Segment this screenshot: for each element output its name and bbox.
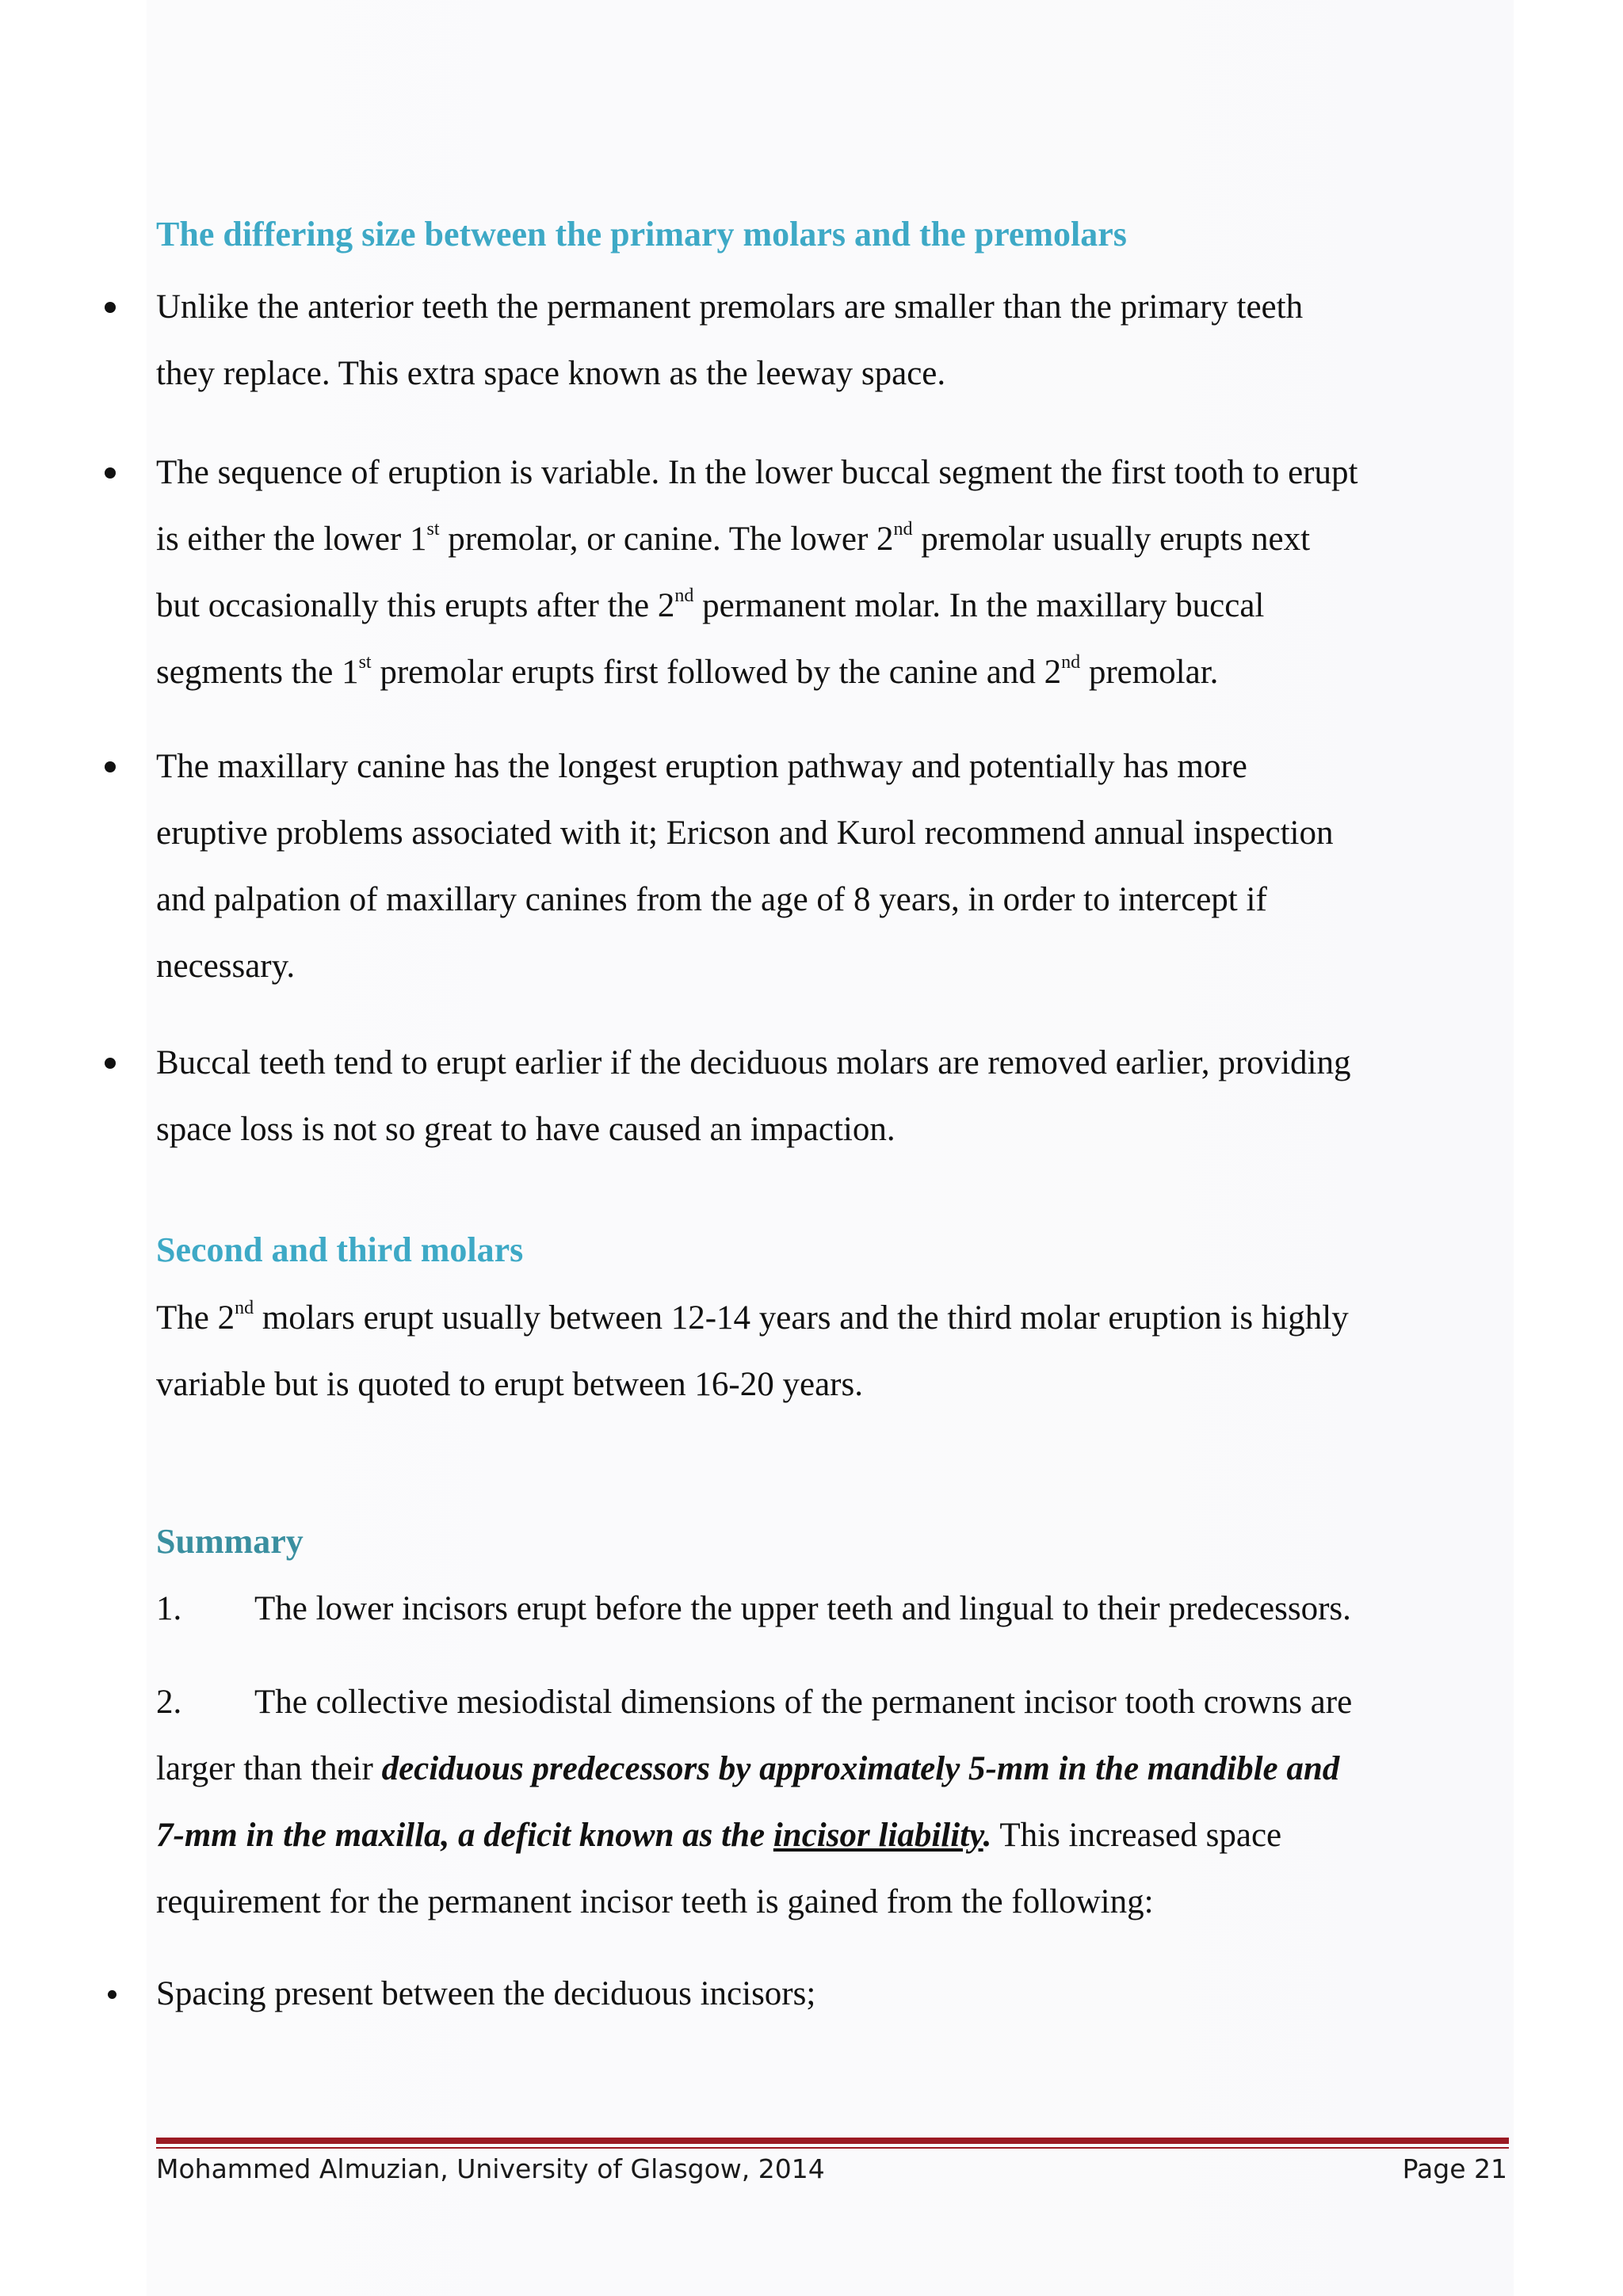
text-line: and palpation of maxillary canines from the age of 8 years, in order to intercept if — [156, 881, 1267, 918]
text-line: larger than their deciduous predecessors by approximately 5-mm in the mandible and — [156, 1750, 1340, 1787]
text-line: 7-mm in the maxilla, a deficit known as the incisor liability. This increased space — [156, 1817, 1282, 1854]
summary-item-2 — [156, 1669, 1519, 1936]
bullet-paragraph-eruption-sequence — [156, 440, 1519, 706]
bullet-paragraph-leeway-space — [156, 274, 1519, 407]
text-line: requirement for the permanent incisor teeth is gained from the following: — [156, 1883, 1154, 1920]
text-line: space loss is not so great to have caused an impaction. — [156, 1111, 896, 1148]
emphasis-text: deciduous predecessors by approximately 5-mm in the mandible and — [381, 1750, 1340, 1787]
text-line: variable but is quoted to erupt between 16-20 years. — [156, 1366, 863, 1403]
text-line: segments the 1st premolar erupts first followed by the canine and 2nd premolar. — [156, 651, 1219, 691]
bullet-paragraph-maxillary-canine — [156, 734, 1519, 1000]
text-line: but occasionally this erupts after the 2nd permanent molar. In the maxillary buccal — [156, 585, 1265, 624]
text-line: 2. The collective mesiodistal dimensions of the permanent incisor tooth crowns are — [156, 1669, 1519, 1736]
text-line: is either the lower 1st premolar, or canine. The lower 2nd premolar usually erupts next — [156, 518, 1311, 558]
bullet-marker — [105, 1058, 116, 1069]
text-line: they replace. This extra space known as the leeway space. — [156, 355, 946, 392]
text-line: 1. The lower incisors erupt before the upper teeth and lingual to their predecessors. — [156, 1576, 1519, 1642]
section-heading-premolars: The differing size between the primary molars and the premolars — [156, 215, 1127, 254]
summary-item-1 — [156, 1576, 1519, 1642]
bullet-marker — [105, 467, 116, 479]
text-line: eruptive problems associated with it; Ericson and Kurol recommend annual inspection — [156, 814, 1334, 852]
text-line: Spacing present between the deciduous incisors; — [156, 1975, 816, 2012]
text-line: The maxillary canine has the longest eruption pathway and potentially has more — [156, 748, 1247, 785]
footer-divider-thin — [156, 2147, 1509, 2149]
incisor-liability-term: incisor liability — [773, 1817, 983, 1854]
paragraph-second-third-molars — [156, 1285, 1519, 1418]
footer-author: Mohammed Almuzian, University of Glasgow, 2014 — [156, 2153, 825, 2184]
bullet-marker — [105, 761, 116, 772]
list-number: 1. — [156, 1590, 182, 1627]
section-heading-summary: Summary — [156, 1522, 304, 1561]
bullet-marker — [108, 1990, 116, 1999]
text-line: Unlike the anterior teeth the permanent premolars are smaller than the primary teeth — [156, 288, 1304, 326]
section-heading-second-third-molars: Second and third molars — [156, 1230, 524, 1269]
bullet-paragraph-buccal-teeth — [156, 1030, 1519, 1163]
text-line: Buccal teeth tend to erupt earlier if the deciduous molars are removed earlier, providing — [156, 1044, 1351, 1081]
list-number: 2. — [156, 1684, 182, 1721]
text-line: The 2nd molars erupt usually between 12-14 years and the third molar eruption is highly — [156, 1297, 1349, 1337]
sub-bullet-spacing — [156, 1961, 1519, 2027]
text-line: The sequence of eruption is variable. In the lower buccal segment the first tooth to erupt — [156, 454, 1358, 491]
bullet-marker — [105, 302, 116, 313]
page-number: Page 21 — [1402, 2153, 1507, 2184]
text-line: necessary. — [156, 948, 296, 985]
footer-divider — [156, 2138, 1509, 2144]
